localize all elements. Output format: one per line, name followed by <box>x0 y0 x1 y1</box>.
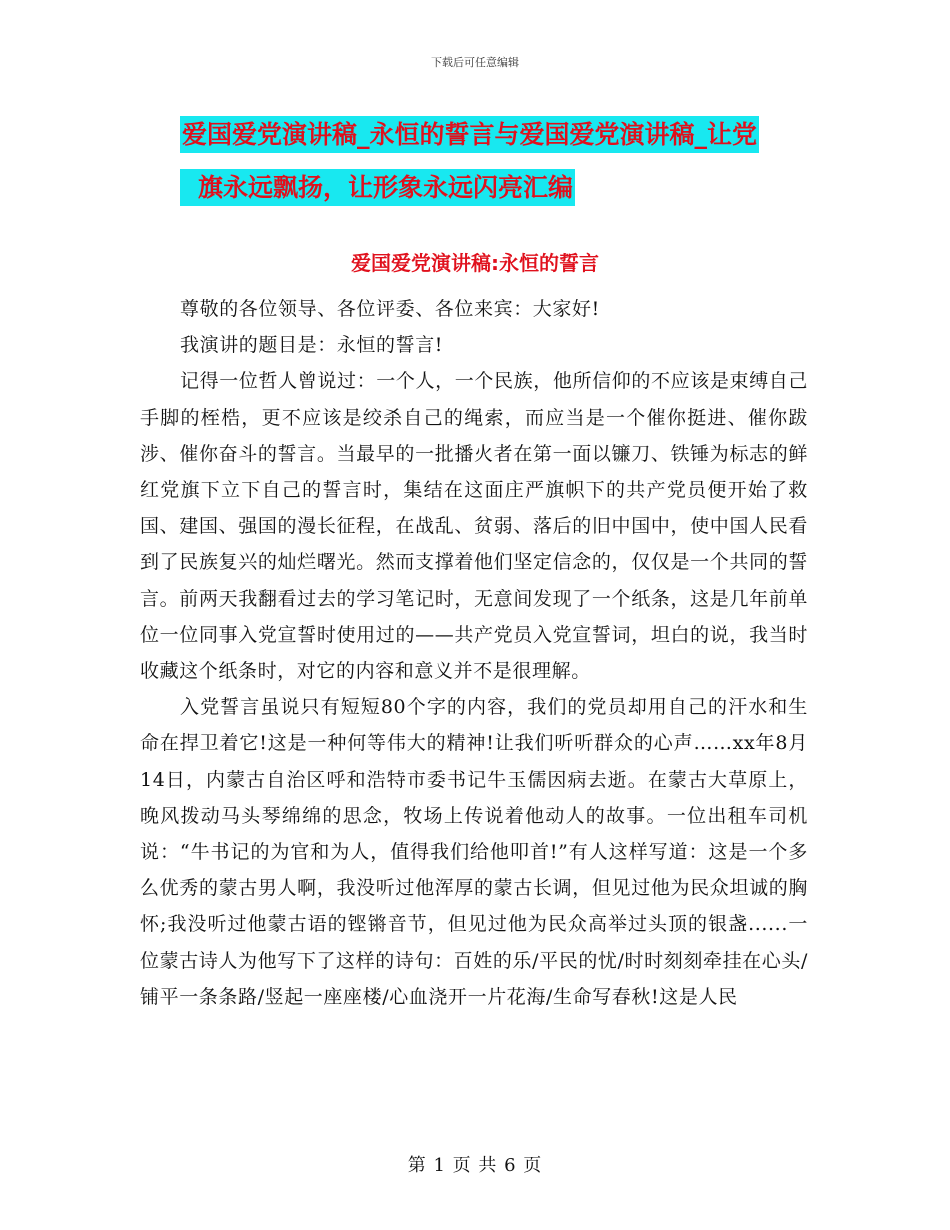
document-title-line-1: 爱国爱党演讲稿_永恒的誓言与爱国爱党演讲稿_让党 <box>180 116 759 153</box>
section-title: 爱国爱党演讲稿:永恒的誓言 <box>351 251 599 275</box>
document-title <box>180 108 810 214</box>
page-number-footer: 第 1 页 共 6 页 <box>407 1155 543 1176</box>
header-note: 下载后可任意编辑 <box>431 56 519 69</box>
paragraph-topic: 我演讲的题目是：永恒的誓言! <box>180 334 444 357</box>
paragraph-greeting: 尊敬的各位领导、各位评委、各位来宾：大家好! <box>180 298 600 320</box>
document-title-line-2: 旗永远飘扬，让形象永远闪亮汇编 <box>180 169 575 206</box>
paragraph: 入党誓言虽说只有短短80个字的内容，我们的党员却用自己的汗水和生命在捍卫着它!这是一种何等伟大的精神!让我们听听群众的心声……xx年8月14日，内蒙古自治区呼和浩特市委书记牛玉儒因病去逝。在蒙古大草原上，晚风拨动马头琴绵绵的思念，牧场上传说着他动人的故事。一位出租车司机说：“牛书记的为官和为人，值得我们给他叩首!”有人这样写道：这是一个多么优秀的蒙古男人啊，我没听过他浑厚的蒙古长调，但见过他为民众坦诚的胸怀;我没听过他蒙古语的铿锵音节，但见过他为民众高举过头顶的银盏......一位蒙古诗人为他写下了这样的诗句：百姓的乐/平民的忧/时时刻刻牵挂在心头/铺平一条条路/竖起一座座楼/心血浇开一片花海/生命写春秋!这是人民 <box>140 696 808 1008</box>
paragraph: 记得一位哲人曾说过：一个人，一个民族，他所信仰的不应该是束缚自己手脚的桎梏，更不应该是绞杀自己的绳索，而应当是一个催你挺进、催你跋涉、催你奋斗的誓言。当最早的一批播火者在第一面以镰刀、铁锤为标志的鲜红党旗下立下自己的誓言时，集结在这面庄严旗帜下的共产党员便开始了救国、建国、强国的漫长征程，在战乱、贫弱、落后的旧中国中，使中国人民看到了民族复兴的灿烂曙光。然而支撑着他们坚定信念的，仅仅是一个共同的誓言。前两天我翻看过去的学习笔记时，无意间发现了一个纸条，这是几年前单位一位同事入党宣誓时使用过的——共产党员入党宣誓词，坦白的说，我当时收藏这个纸条时，对它的内容和意义并不是很理解。 <box>140 370 808 683</box>
body-text <box>140 291 808 1015</box>
